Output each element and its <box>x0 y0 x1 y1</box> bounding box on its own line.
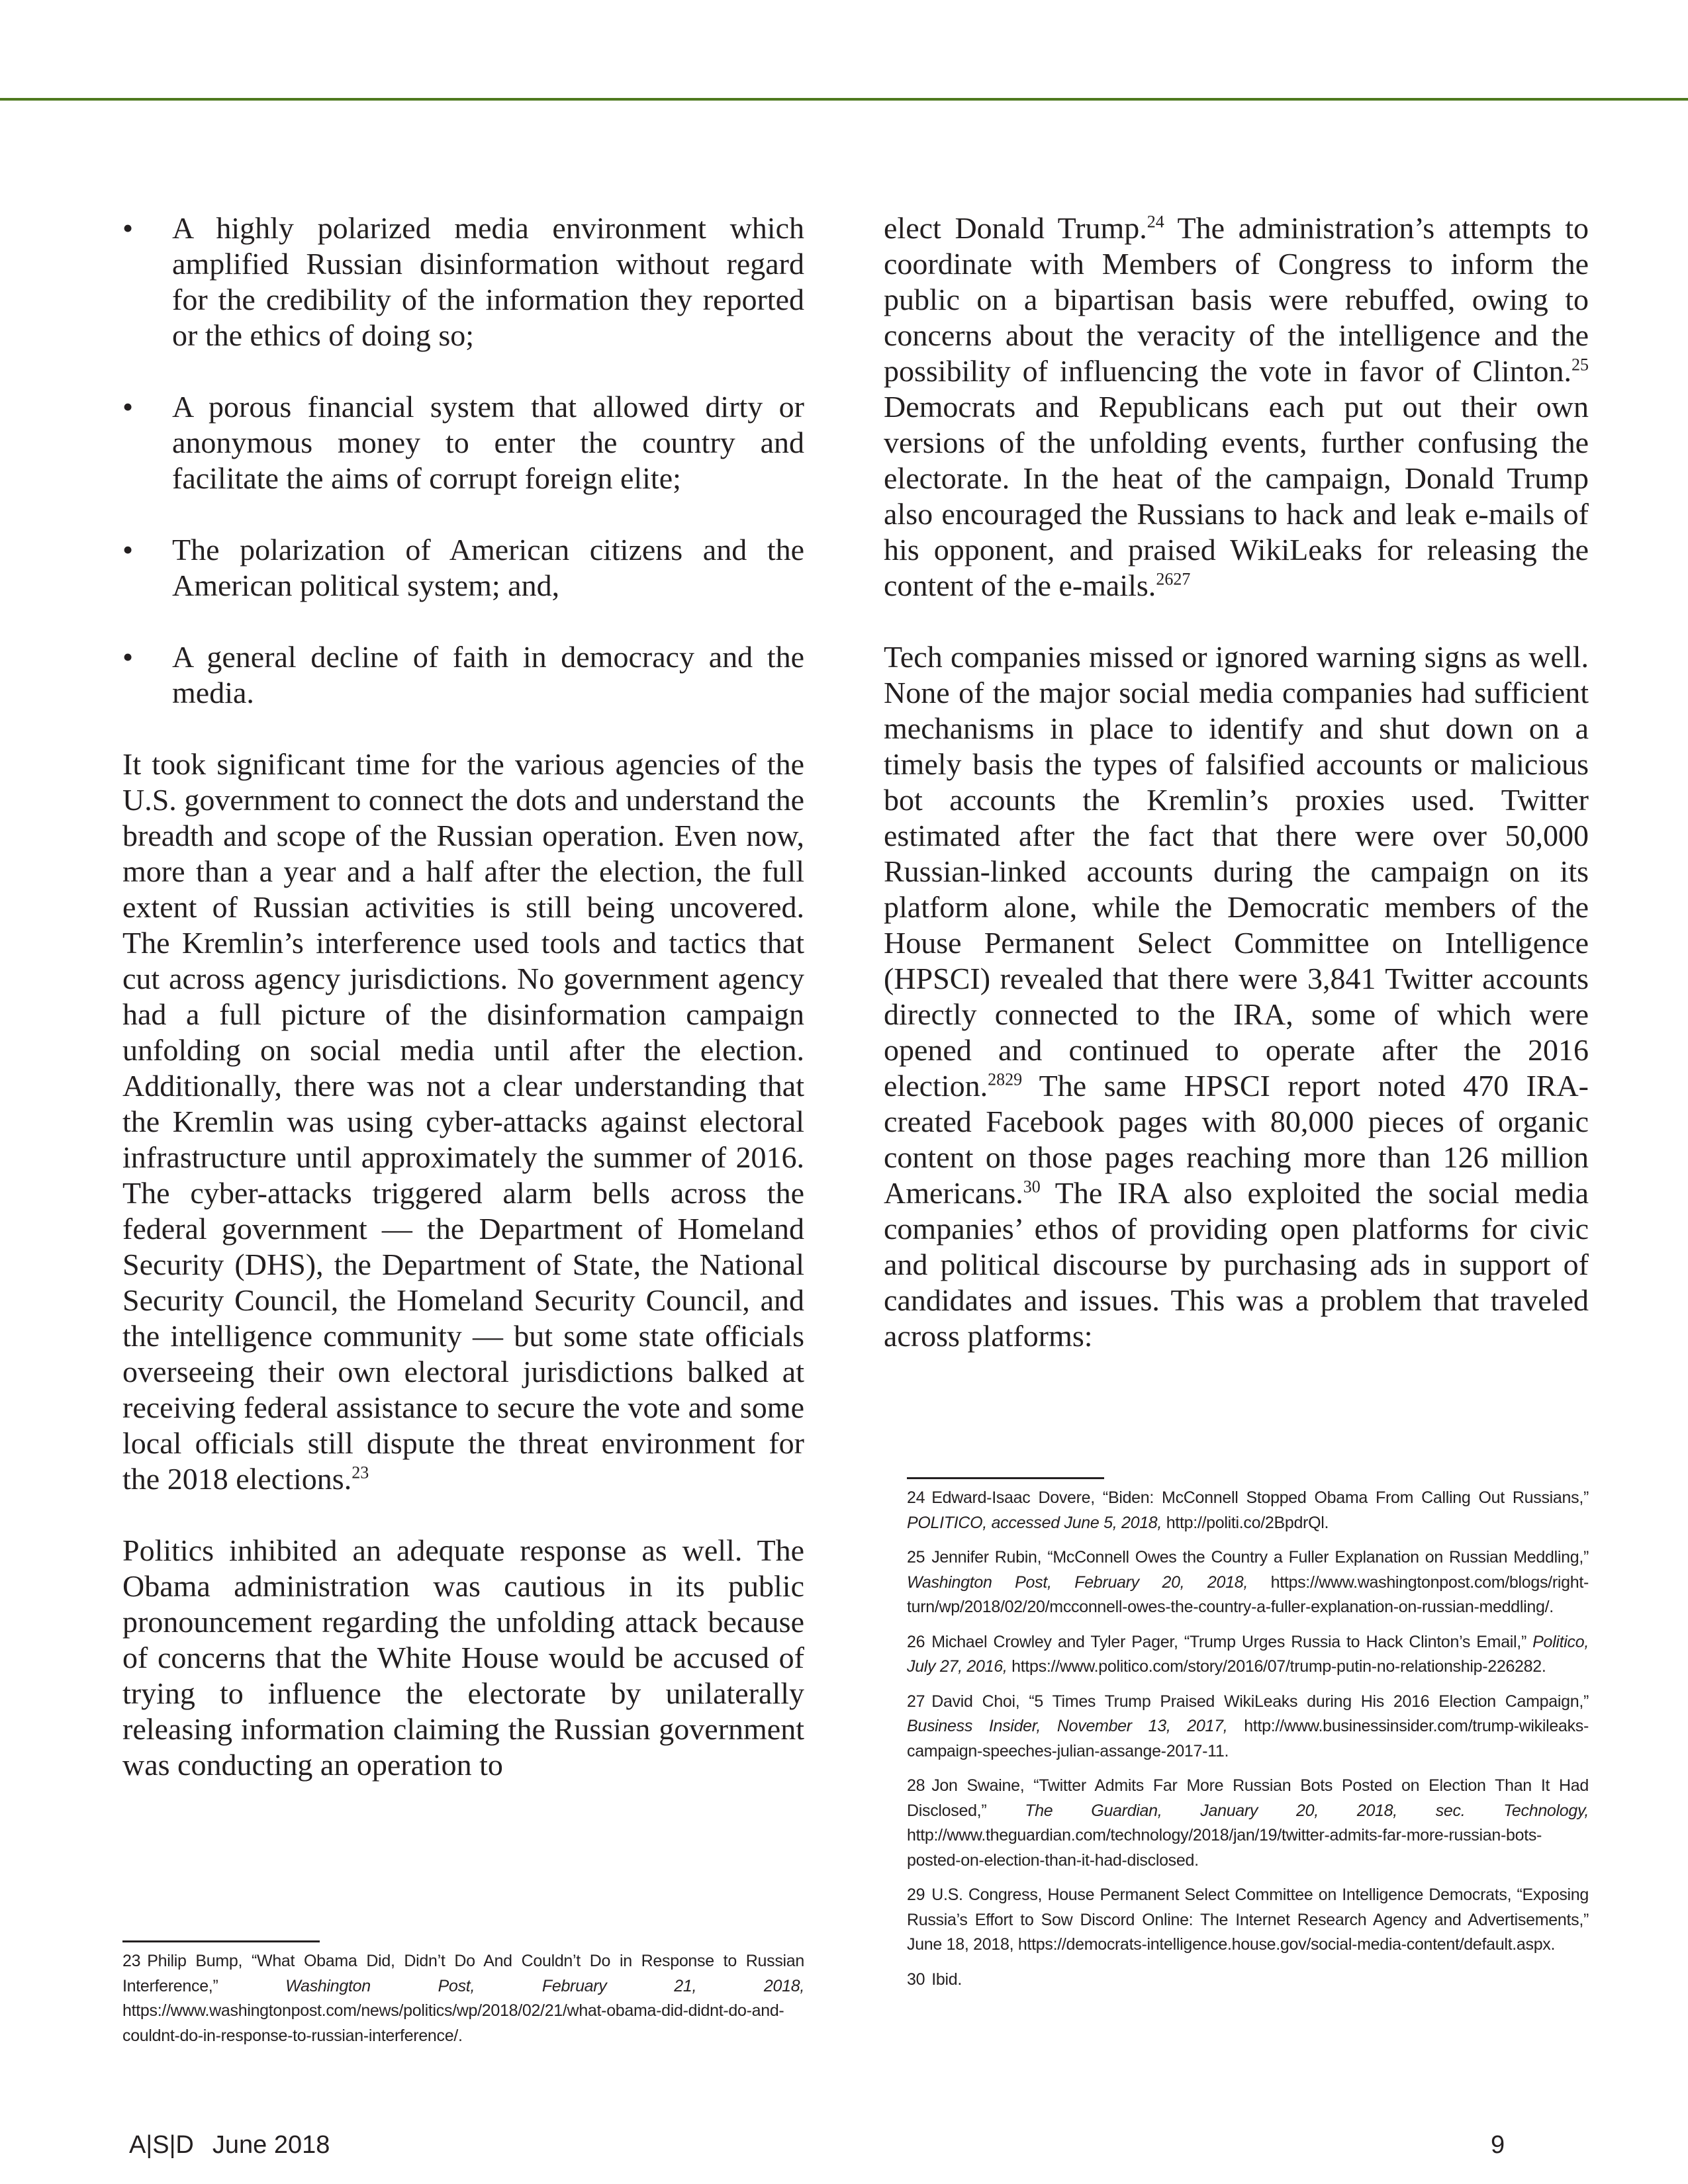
bullet-item <box>122 532 804 604</box>
paragraph-text: It took significant time for the various agencies of the U.S. government to connect the dots and understand the breadth and scope of the Russian operation. Even now, more than a year and a half after the election, the full extent of Russian activities is still being uncovered. The Kremlin’s interference used tools and tactics that cut across agency jurisdictions. No government agency had a full picture of the disinformation campaign unfolding on social media until after the election. Additionally, there was not a clear understanding that the Kremlin was using cyber-attacks against electoral infrastructure until approximately the summer of 2016. The cyber-attacks triggered alarm bells across the federal government — the Department of Homeland Security (DHS), the Department of State, the National Security Council, the Homeland Security Council, and the intelligence community — but some state officials overseeing their own electoral jurisdictions balked at receiving federal assistance to secure the vote and some local officials still dispute the threat environment for the 2018 elections. <box>122 747 804 1496</box>
bullet-icon: • <box>122 640 134 674</box>
bullet-item <box>122 210 804 353</box>
footnote-number: 26 <box>907 1632 925 1651</box>
bullet-item <box>122 639 804 711</box>
footnote-ref[interactable]: 30 <box>1023 1177 1041 1197</box>
footnote-number: 30 <box>907 1970 925 1989</box>
footnote-number: 27 <box>907 1692 925 1711</box>
footnote-source: Business Insider, November 13, 2017, <box>907 1717 1228 1735</box>
footnote-number: 29 <box>907 1886 925 1904</box>
footnote-ref[interactable]: 25 <box>1571 355 1589 375</box>
footnotes-right <box>907 1486 1589 2002</box>
paragraph-text: The IRA also exploited the social media companies’ ethos of providing open platforms for civic and political discourse by purchasing ads in support of candidates and issues. This was a problem that traveled across platforms: <box>884 1176 1589 1353</box>
footnote-number: 23 <box>122 1952 141 1970</box>
footnote-link[interactable]: http://www.theguardian.com/technology/2018/jan/19/twitter-admits-far-more-russian-bots-posted-on-election-than-it-had-disclosed. <box>907 1826 1542 1870</box>
footnote-source: The Guardian, January 20, 2018, sec. Technology, <box>1025 1801 1589 1820</box>
bullet-text: A highly polarized media environment which amplified Russian disinformation without regard for the credibility of the information they reported or the ethics of doing so; <box>172 211 804 352</box>
footnote-text: David Choi, “5 Times Trump Praised WikiLeaks during His 2016 Election Campaign,” <box>931 1692 1589 1711</box>
footnote-link[interactable]: https://www.washingtonpost.com/blogs/right-turn/wp/2018/02/20/mcconnell-owes-the-country-a-fuller-explanation-on-russian-meddling/. <box>907 1572 1589 1616</box>
bullet-icon: • <box>122 211 134 245</box>
footnote-number: 28 <box>907 1776 925 1795</box>
paragraph-text: elect Donald Trump. <box>884 211 1147 245</box>
bullet-text: A porous financial system that allowed dirty or anonymous money to enter the country and facilitate the aims of corrupt foreign elite; <box>172 390 804 495</box>
paragraph-text: The administration’s attempts to coordinate with Members of Congress to inform the public on a bipartisan basis were rebuffed, owing to concerns about the veracity of the intelligence and the possibility of influencing the vote in favor of Clinton. <box>884 211 1589 388</box>
footnote-number: 25 <box>907 1548 925 1567</box>
bullet-item <box>122 389 804 496</box>
footnote-source: POLITICO, accessed June 5, 2018, <box>907 1513 1162 1532</box>
footnote <box>907 1774 1589 1873</box>
footnote-ref[interactable]: 2627 <box>1156 569 1191 589</box>
bullet-list <box>122 210 804 711</box>
footnote <box>907 1630 1589 1680</box>
footnote-text: U.S. Congress, House Permanent Select Committee on Intelligence Democrats, “Exposing Russia’s Effort to Sow Discord Online: The Internet Research Agency and Advertisements,” June 18, 2018, https://democrats-intelligence.house.gov/social-media-content/default.aspx. <box>907 1886 1589 1954</box>
header-accent-rule <box>0 98 1688 101</box>
footnote-link[interactable]: http://politi.co/2BpdrQl. <box>1162 1513 1329 1532</box>
footnote-source: Politico, July 27, 2016, <box>907 1632 1589 1676</box>
footnotes-left <box>122 1949 804 2058</box>
page-footer <box>129 2131 330 2160</box>
footnote-link[interactable]: https://www.politico.com/story/2016/07/trump-putin-no-relationship-226282. <box>1007 1657 1546 1676</box>
paragraph-text: Politics inhibited an adequate response as well. The Obama administration was cautious in its public pronouncement regarding the unfolding attack because of concerns that the White House would be accused of trying to influence the electorate by unilaterally releasing information claiming the Russian government was conducting an operation to <box>122 1533 804 1782</box>
paragraph-text: Democrats and Republicans each put out their own versions of the unfolding events, further confusing the electorate. In the heat of the campaign, Donald Trump also encouraged the Russians to hack and leak e-mails of his opponent, and praised WikiLeaks for releasing the content of the e-mails. <box>884 390 1589 602</box>
footnote-link[interactable]: https://www.washingtonpost.com/news/politics/wp/2018/02/21/what-obama-did-didnt-do-and-couldnt-do-in-response-to-russian-interference/. <box>122 2001 784 2045</box>
footnote-source: Washington Post, February 20, 2018, <box>907 1572 1248 1592</box>
left-column <box>122 210 804 1819</box>
footnote-text: Edward-Isaac Dovere, “Biden: McConnell Stopped Obama From Calling Out Russians,” <box>931 1488 1589 1507</box>
body-paragraph <box>884 639 1589 1354</box>
bullet-text: A general decline of faith in democracy and the media. <box>172 640 804 709</box>
footnote-text: Jennifer Rubin, “McConnell Owes the Country a Fuller Explanation on Russian Meddling,” <box>931 1548 1589 1567</box>
footnote-ref[interactable]: 2829 <box>988 1069 1023 1089</box>
footnote <box>907 1486 1589 1535</box>
footnote-text: Ibid. <box>931 1970 962 1989</box>
footnote <box>907 1883 1589 1958</box>
footnote-number: 24 <box>907 1488 925 1507</box>
footnote-separator <box>907 1477 1104 1479</box>
footnote-link[interactable]: http://www.businessinsider.com/trump-wikileaks-campaign-speeches-julian-assange-2017-11. <box>907 1717 1589 1760</box>
right-column <box>884 210 1589 1390</box>
publication-date: June 2018 <box>212 2131 330 2159</box>
body-paragraph <box>122 1533 804 1783</box>
footnote-ref[interactable]: 24 <box>1147 212 1164 232</box>
paragraph-text: The same HPSCI report noted 470 IRA-created Facebook pages with 80,000 pieces of organic content on those pages reaching more than 126 million Americans. <box>884 1069 1589 1210</box>
paragraph-text: Tech companies missed or ignored warning signs as well. None of the major social media companies had sufficient mechanisms in place to identify and shut down on a timely basis the types of falsified accounts or malicious bot accounts the Kremlin’s proxies used. Twitter estimated after the fact that there were over 50,000 Russian-linked accounts during the campaign on its platform alone, while the Democratic members of the House Permanent Select Committee on Intelligence (HPSCI) revealed that there were 3,841 Twitter accounts directly connected to the IRA, some of which were opened and continued to operate after the 2016 election. <box>884 640 1589 1103</box>
footnote-separator <box>122 1940 320 1942</box>
bullet-icon: • <box>122 390 134 424</box>
org-logo-text: A|S|D <box>129 2131 194 2159</box>
footnote-text: Philip Bump, “What Obama Did, Didn’t Do And Couldn’t Do in Response to Russian Interference,” <box>122 1952 804 1995</box>
page-number: 9 <box>1491 2131 1505 2159</box>
footnote <box>122 1949 804 2048</box>
body-paragraph <box>884 210 1589 604</box>
bullet-text: The polarization of American citizens and the American political system; and, <box>172 533 804 602</box>
bullet-icon: • <box>122 533 134 567</box>
body-paragraph <box>122 747 804 1497</box>
footnote-text: Jon Swaine, “Twitter Admits Far More Russian Bots Posted on Election Than It Had Disclosed,” <box>907 1776 1589 1820</box>
footnote-text: Michael Crowley and Tyler Pager, “Trump Urges Russia to Hack Clinton’s Email,” <box>931 1632 1533 1651</box>
footnote <box>907 1690 1589 1764</box>
footnote-ref[interactable]: 23 <box>352 1463 369 1482</box>
footnote-source: Washington Post, February 21, 2018, <box>285 1976 804 1995</box>
footnote <box>907 1545 1589 1620</box>
footnote <box>907 1968 1589 1993</box>
